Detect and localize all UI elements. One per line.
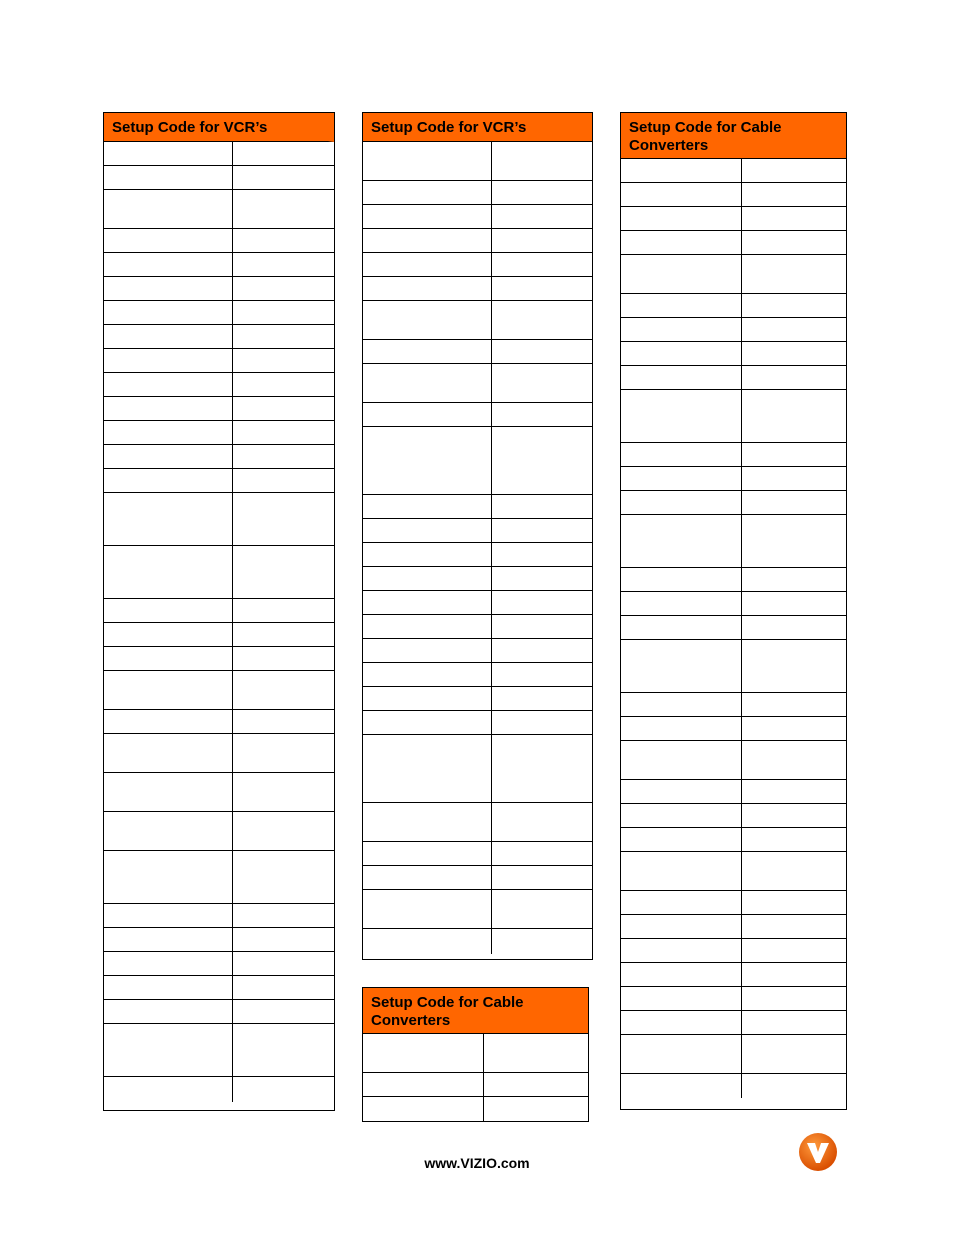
table-cell-brand <box>104 1077 233 1102</box>
table-row <box>363 639 592 663</box>
table-row <box>363 842 592 866</box>
table-cell-brand <box>621 515 742 567</box>
table-row <box>363 1097 588 1121</box>
table-row <box>621 717 846 741</box>
table-row <box>363 181 592 205</box>
table-cell-code <box>492 929 592 954</box>
table-cell-code <box>233 1000 334 1023</box>
table-cell-brand <box>363 615 492 638</box>
table-row <box>104 397 334 421</box>
table-row <box>621 568 846 592</box>
table-cell-brand <box>363 866 492 889</box>
table-row <box>621 640 846 693</box>
table-row <box>104 469 334 493</box>
table-row <box>104 710 334 734</box>
table-cell-brand <box>104 493 233 545</box>
table-cell-brand <box>104 812 233 850</box>
table-row <box>621 963 846 987</box>
table-row <box>363 803 592 842</box>
table-cell-brand <box>363 181 492 204</box>
table-cell-code <box>492 427 592 494</box>
table-cell-code <box>233 812 334 850</box>
table-cell-code <box>742 939 846 962</box>
table-cell-brand <box>621 693 742 716</box>
table-body <box>104 142 334 1102</box>
table-cell-brand <box>621 963 742 986</box>
table-row <box>621 1074 846 1098</box>
table-row <box>363 929 592 954</box>
table-row <box>104 546 334 599</box>
table-cell-code <box>742 693 846 716</box>
table-cell-code <box>492 364 592 402</box>
table-row <box>621 366 846 390</box>
table-row <box>104 325 334 349</box>
table-row <box>104 599 334 623</box>
table-cell-code <box>233 647 334 670</box>
table-cell-code <box>742 963 846 986</box>
table-row <box>363 403 592 427</box>
table-cell-code <box>742 390 846 442</box>
table-cell-brand <box>363 277 492 300</box>
table-cell-code <box>492 142 592 180</box>
table-cell-brand <box>621 318 742 341</box>
table-row <box>363 687 592 711</box>
table-cell-brand <box>104 301 233 324</box>
table-cell-brand <box>621 592 742 615</box>
table-row <box>621 592 846 616</box>
table-cell-code <box>233 349 334 372</box>
table-cell-code <box>742 741 846 779</box>
table-cell-code <box>492 229 592 252</box>
table-row <box>363 142 592 181</box>
table-row <box>621 693 846 717</box>
table-cell-brand <box>104 229 233 252</box>
table-cell-brand <box>363 205 492 228</box>
table-cell-brand <box>104 546 233 598</box>
table-row <box>104 142 334 166</box>
table-cell-brand <box>104 190 233 228</box>
table-cell-code <box>742 342 846 365</box>
table-cell-brand <box>621 939 742 962</box>
table-cell-brand <box>363 890 492 928</box>
table-cell-code <box>492 890 592 928</box>
table-cell-brand <box>621 741 742 779</box>
table-cell-code <box>484 1034 588 1072</box>
table-row <box>104 421 334 445</box>
table-cell-code <box>492 711 592 734</box>
table-cell-brand <box>621 1011 742 1034</box>
table-cell-code <box>742 717 846 740</box>
table-cell-code <box>233 229 334 252</box>
table-cell-brand <box>363 591 492 614</box>
table-cell-brand <box>104 623 233 646</box>
table-cell-brand <box>363 567 492 590</box>
table-row <box>363 735 592 803</box>
table-cell-code <box>233 190 334 228</box>
table-cell-code <box>233 904 334 927</box>
table-row <box>621 939 846 963</box>
table-cell-code <box>233 952 334 975</box>
table-cell-brand <box>621 804 742 827</box>
table-cell-brand <box>621 616 742 639</box>
table-cell-code <box>742 294 846 317</box>
table-cell-code <box>492 495 592 518</box>
table-cell-code <box>233 397 334 420</box>
table-cell-code <box>492 842 592 865</box>
table-row <box>104 190 334 229</box>
table-row <box>363 591 592 615</box>
table-row <box>104 277 334 301</box>
table-row <box>363 205 592 229</box>
table-cell-brand <box>104 277 233 300</box>
table-row <box>621 780 846 804</box>
table-cell-code <box>233 710 334 733</box>
table-cell-brand <box>104 671 233 709</box>
table-cell-code <box>233 928 334 951</box>
table-cell-code <box>492 301 592 339</box>
table-cell-brand <box>104 445 233 468</box>
table-row <box>104 253 334 277</box>
table-row <box>104 445 334 469</box>
table-cell-code <box>492 277 592 300</box>
table-cell-code <box>742 828 846 851</box>
table-cell-code <box>492 615 592 638</box>
table-body <box>363 142 592 954</box>
table-cell-brand <box>621 491 742 514</box>
table-body <box>363 1034 588 1121</box>
table-cell-code <box>233 851 334 903</box>
table-cell-code <box>742 1011 846 1034</box>
table-row <box>363 229 592 253</box>
table-row <box>363 663 592 687</box>
table-row <box>621 741 846 780</box>
table-row <box>363 567 592 591</box>
table-cell-code <box>492 735 592 802</box>
table-cell-code <box>742 568 846 591</box>
table-cell-brand <box>363 142 492 180</box>
table-cell-brand <box>363 495 492 518</box>
table-cell-code <box>742 1035 846 1073</box>
vizio-logo-icon <box>798 1132 838 1172</box>
table-cell-brand <box>363 929 492 954</box>
table-cell-brand <box>363 1097 484 1121</box>
table-cell-code <box>233 599 334 622</box>
table-cell-code <box>233 1024 334 1076</box>
table-cell-brand <box>621 891 742 914</box>
table-cell-brand <box>104 904 233 927</box>
table-cell-code <box>742 987 846 1010</box>
table-row <box>104 1077 334 1102</box>
table-cell-code <box>233 325 334 348</box>
vcr-codes-table-2 <box>362 112 593 960</box>
vcr-codes-table-1 <box>103 112 335 1111</box>
table-row <box>621 294 846 318</box>
table-row <box>621 828 846 852</box>
table-cell-brand <box>104 349 233 372</box>
table-body <box>621 159 846 1098</box>
table-row <box>104 166 334 190</box>
table-row <box>621 318 846 342</box>
table-cell-brand <box>363 364 492 402</box>
table-cell-code <box>492 340 592 363</box>
table-cell-code <box>484 1097 588 1121</box>
table-cell-code <box>233 301 334 324</box>
table-row <box>363 1073 588 1097</box>
table-cell-brand <box>104 142 233 165</box>
table-row <box>363 519 592 543</box>
table-cell-code <box>492 543 592 566</box>
table-cell-brand <box>621 390 742 442</box>
table-cell-code <box>742 804 846 827</box>
table-cell-code <box>742 515 846 567</box>
table-row <box>104 734 334 773</box>
table-cell-brand <box>104 1024 233 1076</box>
table-row <box>104 373 334 397</box>
table-cell-brand <box>621 342 742 365</box>
table-cell-code <box>233 734 334 772</box>
table-cell-brand <box>621 183 742 206</box>
table-cell-brand <box>104 469 233 492</box>
table-row <box>104 1000 334 1024</box>
table-row <box>104 773 334 812</box>
table-cell-code <box>233 166 334 189</box>
table-cell-code <box>492 403 592 426</box>
table-cell-brand <box>363 543 492 566</box>
table-row <box>104 1024 334 1077</box>
table-row <box>363 711 592 735</box>
table-row <box>104 671 334 710</box>
table-cell-brand <box>104 373 233 396</box>
table-row <box>363 1034 588 1073</box>
table-cell-code <box>233 1077 334 1102</box>
table-cell-brand <box>363 340 492 363</box>
table-cell-code <box>233 373 334 396</box>
table-cell-brand <box>621 443 742 466</box>
table-row <box>621 1035 846 1074</box>
table-row <box>621 915 846 939</box>
table-cell-code <box>233 976 334 999</box>
table-cell-code <box>742 255 846 293</box>
table-cell-code <box>742 780 846 803</box>
table-row <box>104 229 334 253</box>
table-cell-brand <box>104 253 233 276</box>
table-row <box>621 443 846 467</box>
table-cell-brand <box>621 780 742 803</box>
table-cell-code <box>742 207 846 230</box>
table-row <box>363 615 592 639</box>
table-row <box>363 543 592 567</box>
table-cell-code <box>492 591 592 614</box>
table-row <box>104 647 334 671</box>
table-row <box>621 342 846 366</box>
table-cell-brand <box>363 427 492 494</box>
table-cell-brand <box>621 159 742 182</box>
table-cell-code <box>233 671 334 709</box>
table-cell-code <box>492 663 592 686</box>
table-cell-brand <box>621 915 742 938</box>
table-row <box>621 852 846 891</box>
table-cell-code <box>742 915 846 938</box>
table-cell-brand <box>104 734 233 772</box>
table-cell-brand <box>621 1035 742 1073</box>
table-row <box>363 890 592 929</box>
table-row <box>621 231 846 255</box>
table-cell-brand <box>104 421 233 444</box>
table-cell-brand <box>104 599 233 622</box>
table-row <box>621 1011 846 1035</box>
cable-codes-table-2 <box>362 987 589 1122</box>
table-header: Setup Code for Cable Converters <box>621 113 846 159</box>
table-cell-code <box>233 546 334 598</box>
table-cell-code <box>484 1073 588 1096</box>
table-cell-code <box>742 491 846 514</box>
table-cell-code <box>742 616 846 639</box>
table-row <box>621 987 846 1011</box>
table-cell-code <box>742 891 846 914</box>
table-cell-code <box>492 253 592 276</box>
table-row <box>621 207 846 231</box>
table-cell-brand <box>363 735 492 802</box>
table-cell-brand <box>621 207 742 230</box>
table-row <box>363 866 592 890</box>
table-cell-brand <box>104 952 233 975</box>
table-row <box>621 467 846 491</box>
table-row <box>104 904 334 928</box>
table-cell-code <box>492 687 592 710</box>
table-header: Setup Code for VCR’s <box>104 113 334 142</box>
table-cell-code <box>742 852 846 890</box>
table-cell-brand <box>104 397 233 420</box>
table-cell-code <box>492 519 592 542</box>
table-row <box>104 349 334 373</box>
table-cell-brand <box>621 987 742 1010</box>
table-cell-code <box>742 1074 846 1098</box>
table-row <box>621 616 846 640</box>
table-cell-brand <box>104 647 233 670</box>
table-cell-brand <box>104 710 233 733</box>
table-cell-brand <box>363 687 492 710</box>
table-row <box>363 340 592 364</box>
table-row <box>363 277 592 301</box>
table-row <box>104 851 334 904</box>
table-row <box>621 183 846 207</box>
table-cell-brand <box>621 852 742 890</box>
table-row <box>104 623 334 647</box>
table-cell-brand <box>621 255 742 293</box>
table-cell-brand <box>363 663 492 686</box>
table-cell-code <box>492 866 592 889</box>
table-cell-brand <box>621 294 742 317</box>
table-row <box>104 812 334 851</box>
table-cell-brand <box>104 976 233 999</box>
table-cell-brand <box>621 231 742 254</box>
table-row <box>104 301 334 325</box>
table-cell-code <box>233 469 334 492</box>
table-cell-brand <box>363 301 492 339</box>
table-cell-brand <box>621 717 742 740</box>
table-cell-brand <box>104 1000 233 1023</box>
table-cell-code <box>492 205 592 228</box>
table-cell-code <box>492 803 592 841</box>
table-cell-code <box>742 231 846 254</box>
table-cell-brand <box>104 166 233 189</box>
table-cell-code <box>492 181 592 204</box>
table-cell-brand <box>363 711 492 734</box>
table-cell-code <box>742 467 846 490</box>
table-cell-brand <box>621 640 742 692</box>
table-cell-brand <box>104 928 233 951</box>
table-row <box>104 928 334 952</box>
table-cell-code <box>742 318 846 341</box>
table-cell-brand <box>621 1074 742 1098</box>
table-cell-brand <box>104 851 233 903</box>
table-cell-brand <box>363 519 492 542</box>
table-cell-brand <box>363 229 492 252</box>
table-cell-code <box>492 567 592 590</box>
table-row <box>363 495 592 519</box>
table-row <box>621 159 846 183</box>
table-cell-brand <box>363 1034 484 1072</box>
table-cell-code <box>233 421 334 444</box>
table-row <box>363 364 592 403</box>
table-cell-code <box>742 640 846 692</box>
table-cell-code <box>233 445 334 468</box>
footer-url: www.VIZIO.com <box>424 1155 530 1171</box>
table-row <box>104 976 334 1000</box>
table-cell-brand <box>621 366 742 389</box>
table-cell-code <box>233 773 334 811</box>
table-row <box>621 390 846 443</box>
table-header: Setup Code for Cable Converters <box>363 988 588 1034</box>
table-row <box>621 804 846 828</box>
table-cell-brand <box>104 773 233 811</box>
table-cell-brand <box>621 828 742 851</box>
table-cell-code <box>742 159 846 182</box>
table-cell-code <box>742 366 846 389</box>
table-cell-code <box>233 623 334 646</box>
table-cell-code <box>742 183 846 206</box>
table-row <box>621 515 846 568</box>
table-row <box>621 891 846 915</box>
table-row <box>104 952 334 976</box>
table-cell-brand <box>363 1073 484 1096</box>
table-cell-brand <box>363 639 492 662</box>
table-row <box>363 301 592 340</box>
table-row <box>363 253 592 277</box>
table-cell-brand <box>104 325 233 348</box>
table-row <box>363 427 592 495</box>
table-cell-code <box>742 443 846 466</box>
table-cell-code <box>742 592 846 615</box>
table-cell-brand <box>363 403 492 426</box>
table-row <box>104 493 334 546</box>
table-row <box>621 255 846 294</box>
table-cell-code <box>233 277 334 300</box>
table-cell-code <box>492 639 592 662</box>
table-cell-brand <box>363 842 492 865</box>
cable-codes-table-1 <box>620 112 847 1110</box>
table-cell-code <box>233 493 334 545</box>
table-cell-brand <box>363 803 492 841</box>
table-row <box>621 491 846 515</box>
table-cell-code <box>233 253 334 276</box>
table-cell-brand <box>621 467 742 490</box>
table-cell-brand <box>363 253 492 276</box>
table-cell-code <box>233 142 334 165</box>
table-cell-brand <box>621 568 742 591</box>
table-header: Setup Code for VCR’s <box>363 113 592 142</box>
